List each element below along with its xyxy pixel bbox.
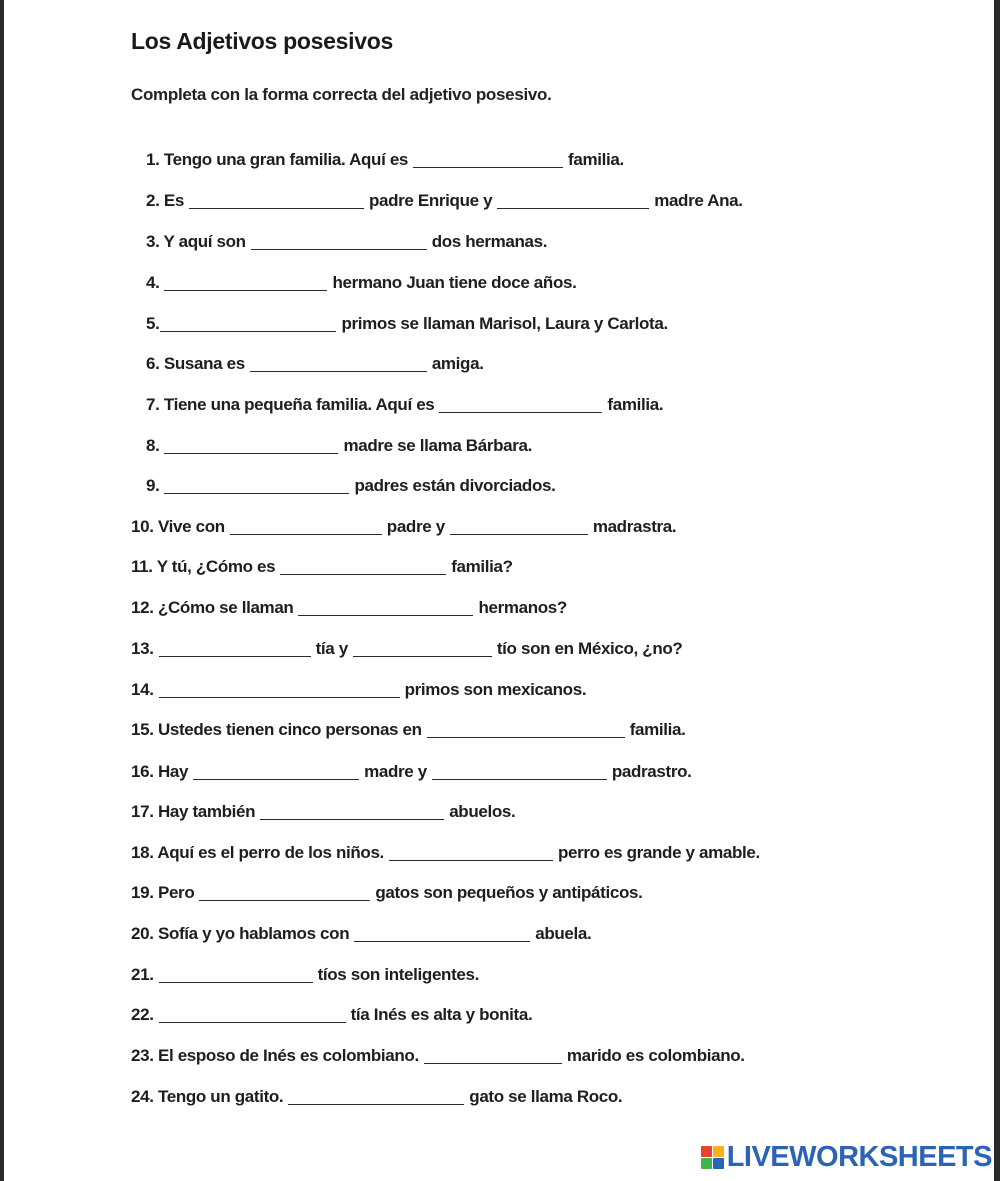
exercise-text: 13.	[131, 639, 154, 658]
answer-blank[interactable]	[427, 719, 625, 738]
exercise-item-19	[131, 877, 642, 903]
exercise-item-16	[131, 756, 692, 782]
exercise-text: familia.	[568, 150, 624, 169]
brand-text: LIVEWORKSHEETS	[726, 1140, 992, 1173]
exercise-text: 9.	[146, 476, 160, 495]
exercise-item-18	[131, 837, 760, 863]
exercise-text: primos son mexicanos.	[404, 680, 587, 699]
exercise-text: padre Enrique y	[368, 191, 493, 210]
answer-blank[interactable]	[159, 964, 313, 983]
answer-blank[interactable]	[354, 923, 530, 942]
exercise-item-12	[131, 592, 567, 618]
exercise-text: 16. Hay	[131, 762, 189, 781]
exercise-item-22	[131, 999, 532, 1025]
exercise-text: 19. Pero	[131, 883, 195, 902]
answer-blank[interactable]	[189, 190, 364, 209]
exercise-text: hermano Juan tiene doce años.	[332, 273, 577, 292]
answer-blank[interactable]	[497, 190, 649, 209]
exercise-text: hermanos?	[478, 598, 567, 617]
answer-blank[interactable]	[164, 272, 327, 291]
exercise-item-23	[131, 1040, 745, 1066]
answer-blank[interactable]	[288, 1086, 464, 1105]
exercise-text: madre y	[364, 762, 427, 781]
exercise-text: madrastra.	[592, 517, 677, 536]
exercise-text: abuelos.	[449, 802, 516, 821]
exercise-text: 3. Y aquí son	[146, 232, 246, 251]
exercise-text: 10. Vive con	[131, 517, 225, 536]
answer-blank[interactable]	[389, 842, 553, 861]
exercise-text: 1. Tengo una gran familia. Aquí es	[146, 150, 409, 169]
exercise-item-17	[131, 796, 515, 822]
exercise-item-20	[131, 918, 591, 944]
logo-square-red	[701, 1146, 712, 1157]
answer-blank[interactable]	[160, 313, 336, 332]
logo-square-blue	[713, 1158, 724, 1169]
answer-blank[interactable]	[450, 516, 588, 535]
exercise-text: 21.	[131, 965, 154, 984]
logo-square-yellow	[713, 1146, 724, 1157]
exercise-text: 5.	[146, 314, 160, 333]
liveworksheets-brand	[701, 1139, 992, 1175]
answer-blank[interactable]	[298, 597, 473, 616]
answer-blank[interactable]	[280, 556, 446, 575]
exercise-item-6	[146, 348, 484, 374]
exercise-item-7	[146, 389, 663, 415]
answer-blank[interactable]	[260, 801, 444, 820]
exercise-text: familia?	[451, 557, 513, 576]
exercise-text: tíos son inteligentes.	[317, 965, 479, 984]
exercise-item-3	[146, 226, 547, 252]
exercise-text: abuela.	[535, 924, 592, 943]
exercise-text: 12. ¿Cómo se llaman	[131, 598, 294, 617]
exercise-text: padrastro.	[611, 762, 692, 781]
answer-blank[interactable]	[432, 761, 607, 780]
answer-blank[interactable]	[230, 516, 382, 535]
answer-blank[interactable]	[164, 475, 349, 494]
answer-blank[interactable]	[164, 435, 338, 454]
exercise-text: tío son en México, ¿no?	[496, 639, 683, 658]
exercise-text: 20. Sofía y yo hablamos con	[131, 924, 350, 943]
exercise-text: 2. Es	[146, 191, 184, 210]
answer-blank[interactable]	[199, 882, 370, 901]
answer-blank[interactable]	[439, 394, 602, 413]
exercise-text: gatos son pequeños y antipáticos.	[375, 883, 643, 902]
answer-blank[interactable]	[353, 638, 492, 657]
exercise-text: 7. Tiene una pequeña familia. Aquí es	[146, 395, 435, 414]
exercise-item-15	[131, 714, 685, 740]
exercise-text: 14.	[131, 680, 154, 699]
exercise-item-4	[146, 267, 576, 293]
exercise-item-8	[146, 430, 532, 456]
answer-blank[interactable]	[413, 149, 563, 168]
exercise-text: primos se llaman Marisol, Laura y Carlota.	[341, 314, 668, 333]
answer-blank[interactable]	[251, 231, 427, 250]
exercise-item-2	[146, 185, 743, 211]
exercise-item-5	[146, 308, 668, 334]
instruction-text: Completa con la forma correcta del adjetivo posesivo.	[131, 85, 552, 104]
exercise-text: 11. Y tú, ¿Cómo es	[131, 557, 276, 576]
exercise-text: 4.	[146, 273, 160, 292]
exercise-item-14	[131, 674, 586, 700]
exercise-text: madre Ana.	[654, 191, 743, 210]
exercise-text: padre y	[386, 517, 445, 536]
liveworksheets-logo-icon	[701, 1146, 724, 1169]
exercise-text: 15. Ustedes tienen cinco personas en	[131, 720, 422, 739]
exercise-text: familia.	[629, 720, 686, 739]
exercise-text: 23. El esposo de Inés es colombiano.	[131, 1046, 419, 1065]
exercise-text: dos hermanas.	[431, 232, 548, 251]
exercise-text: tía y	[315, 639, 348, 658]
exercise-text: 6. Susana es	[146, 354, 245, 373]
answer-blank[interactable]	[159, 679, 400, 698]
exercise-item-24	[131, 1081, 622, 1107]
exercise-item-1	[146, 144, 624, 170]
exercise-item-21	[131, 959, 479, 985]
exercise-text: 24. Tengo un gatito.	[131, 1087, 284, 1106]
exercise-text: 17. Hay también	[131, 802, 256, 821]
answer-blank[interactable]	[159, 638, 311, 657]
exercise-text: perro es grande y amable.	[557, 843, 760, 862]
exercise-text: tía Inés es alta y bonita.	[350, 1005, 533, 1024]
answer-blank[interactable]	[424, 1045, 562, 1064]
exercise-text: marido es colombiano.	[566, 1046, 745, 1065]
exercise-item-13	[131, 633, 682, 659]
exercise-text: 22.	[131, 1005, 154, 1024]
exercise-item-11	[131, 551, 513, 577]
exercise-text: gato se llama Roco.	[469, 1087, 623, 1106]
exercise-item-9	[146, 470, 555, 496]
exercise-text: 18. Aquí es el perro de los niños.	[131, 843, 384, 862]
exercise-item-10	[131, 511, 676, 537]
logo-square-green	[701, 1158, 712, 1169]
answer-blank[interactable]	[193, 761, 359, 780]
exercise-text: 8.	[146, 436, 160, 455]
answer-blank[interactable]	[159, 1004, 346, 1023]
exercise-text: madre se llama Bárbara.	[343, 436, 532, 455]
exercise-text: familia.	[607, 395, 664, 414]
exercise-text: padres están divorciados.	[354, 476, 556, 495]
answer-blank[interactable]	[250, 353, 427, 372]
page-title: Los Adjetivos posesivos	[131, 28, 393, 54]
exercise-text: amiga.	[431, 354, 484, 373]
